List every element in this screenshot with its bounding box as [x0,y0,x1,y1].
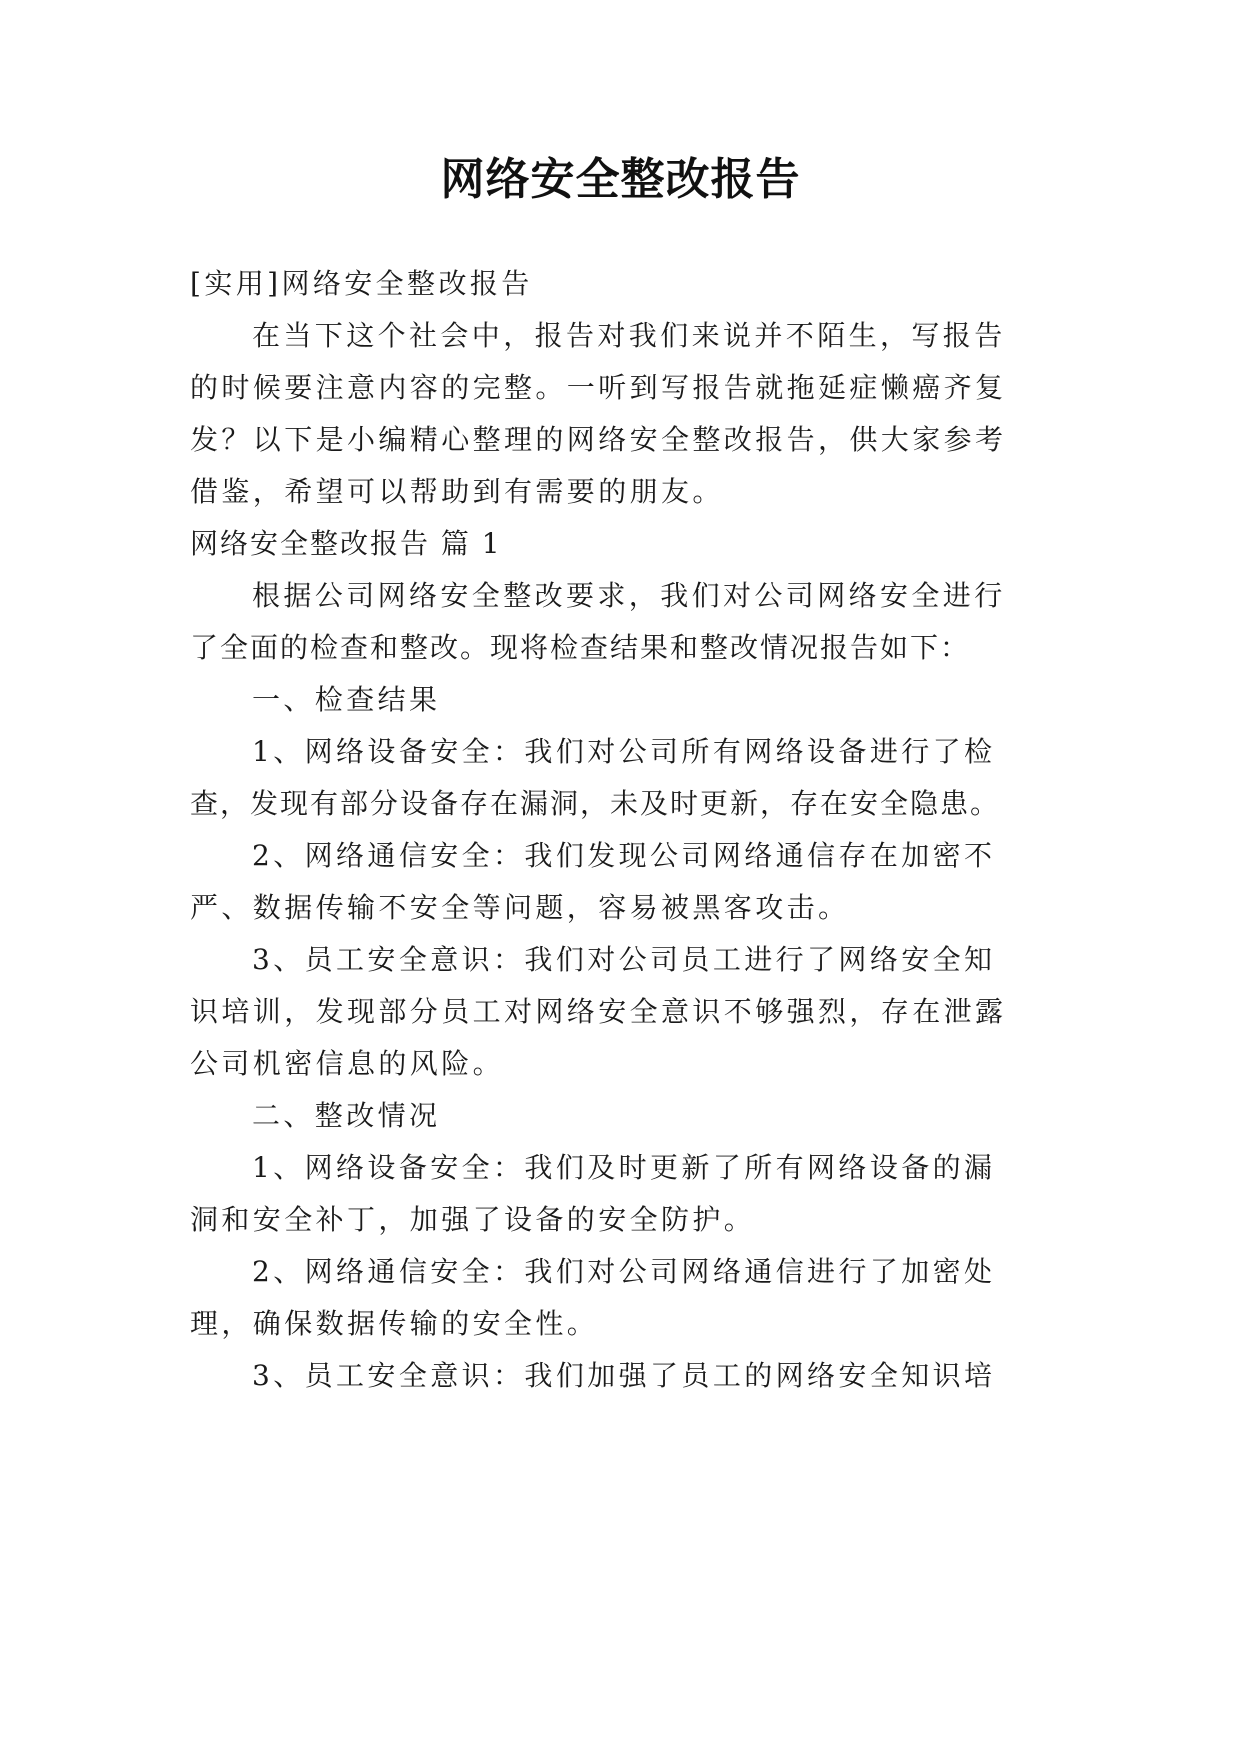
paragraph-line: 了全面的检查和整改。现将检查结果和整改情况报告如下： [190,631,971,664]
paragraph-line: 3、员工安全意识：我们加强了员工的网络安全知识培 [252,1359,996,1392]
paragraph-line: 理，确保数据传输的安全性。 [190,1307,599,1340]
section-heading: 网络安全整改报告 篇 1 [190,527,502,560]
paragraph-line: 公司机密信息的风险。 [190,1047,505,1080]
document-title: 网络安全整改报告 [440,154,801,205]
paragraph-line: 发？以下是小编精心整理的网络安全整改报告，供大家参考 [190,423,1007,456]
section-heading: 一、检查结果 [252,683,441,716]
paragraph-line: 识培训，发现部分员工对网络安全意识不够强烈，存在泄露 [190,995,1007,1028]
paragraph-line: 的时候要注意内容的完整。一听到写报告就拖延症懒癌齐复 [190,371,1007,404]
paragraph-line: 1、网络设备安全：我们及时更新了所有网络设备的漏 [252,1151,996,1184]
paragraph-line: 洞和安全补丁，加强了设备的安全防护。 [190,1203,756,1236]
subtitle-line: [实用]网络安全整改报告 [190,267,533,300]
section-heading: 二、整改情况 [252,1099,441,1132]
paragraph-line: 查，发现有部分设备存在漏洞，未及时更新，存在安全隐患。 [190,787,1001,820]
paragraph-line: 借鉴，希望可以帮助到有需要的朋友。 [190,475,724,508]
paragraph-line: 2、网络通信安全：我们对公司网络通信进行了加密处 [252,1255,996,1288]
paragraph-line: 3、员工安全意识：我们对公司员工进行了网络安全知 [252,943,996,976]
paragraph-line: 根据公司网络安全整改要求，我们对公司网络安全进行 [252,579,1006,612]
paragraph-line: 1、网络设备安全：我们对公司所有网络设备进行了检 [252,735,996,768]
paragraph-line: 在当下这个社会中，报告对我们来说并不陌生，写报告 [252,319,1006,352]
paragraph-line: 2、网络通信安全：我们发现公司网络通信存在加密不 [252,839,996,872]
paragraph-line: 严、数据传输不安全等问题，容易被黑客攻击。 [190,891,850,924]
